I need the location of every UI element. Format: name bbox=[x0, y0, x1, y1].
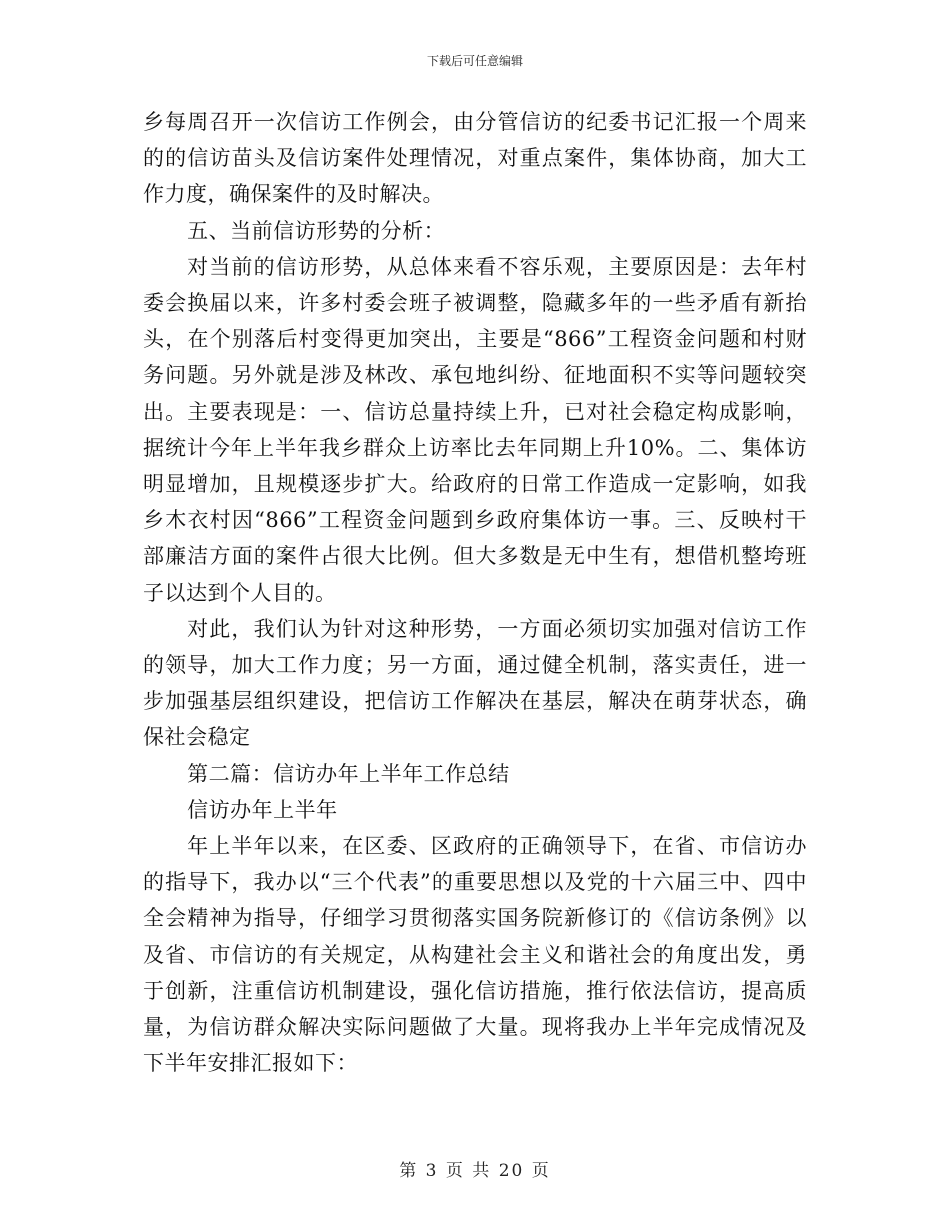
page-header-note: 下载后可任意编辑 bbox=[426, 54, 523, 68]
paragraph-6-subtitle: 信访办年上半年 bbox=[187, 797, 338, 822]
paragraph-4: 对此，我们认为针对这种形势，一方面必须切实加强对信访工作的领导，加大工作力度；另一方面，通过健全机制，落实责任，进一步加强基层组织建设，把信访工作解决在基层，解决在萌芽状态，确保社会稳定 bbox=[143, 616, 807, 750]
paragraph-5-section-title: 第二篇：信访办年上半年工作总结 bbox=[187, 761, 510, 786]
paragraph-3: 对当前的信访形势，从总体来看不容乐观，主要原因是：去年村委会换届以来，许多村委会班子被调整，隐藏多年的一些矛盾有新抬头，在个别落后村变得更加突出，主要是“866”工程资金问题和村财务问题。另外就是涉及林改、承包地纠纷、征地面积不实等问题较突出。主要表现是：一、信访总量持续上升，已对社会稳定构成影响，据统计今年上半年我乡群众上访率比去年同期上升10%。二、集体访明显增加，且规模逐步扩大。给政府的日常工作造成一定影响，如我乡木衣村因“866”工程资金问题到乡政府集体访一事。三、反映村干部廉洁方面的案件占很大比例。但大多数是无中生有，想借机整垮班子以达到个人目的。 bbox=[143, 254, 807, 605]
paragraph-2-heading: 五、当前信访形势的分析： bbox=[187, 218, 446, 243]
paragraph-7: 年上半年以来，在区委、区政府的正确领导下，在省、市信访办的指导下，我办以“三个代表”的重要思想以及党的十六届三中、四中全会精神为指导，仔细学习贯彻落实国务院新修订的《信访条例》以及省、市信访的有关规定，从构建社会主义和谐社会的角度出发，勇于创新，注重信访机制建设，强化信访措施，推行依法信访，提高质量，为信访群众解决实际问题做了大量。现将我办上半年完成情况及下半年安排汇报如下： bbox=[143, 834, 807, 1076]
document-body bbox=[143, 104, 807, 1081]
paragraph-1: 乡每周召开一次信访工作例会，由分管信访的纪委书记汇报一个周来的的信访苗头及信访案件处理情况，对重点案件，集体协商，加大工作力度，确保案件的及时解决。 bbox=[143, 110, 807, 207]
page-number-footer: 第 3 页 共 20 页 bbox=[399, 1161, 551, 1181]
